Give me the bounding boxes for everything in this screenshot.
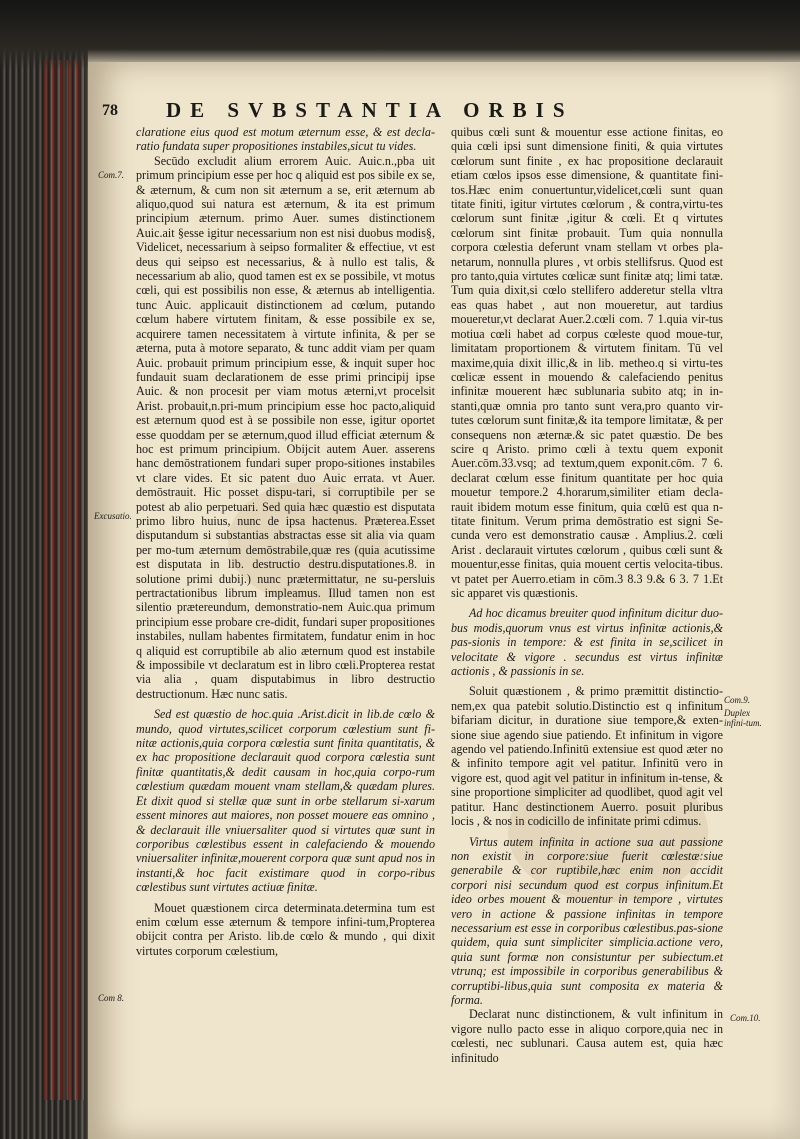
margin-note-com9: Com.9. [724,695,751,705]
paragraph: claratione eius quod est motum æternum esse, & est decla-ratio fundata super propositiones instabiles,sicut tu vides. [136,125,435,154]
margin-note-com7: Com.7. [98,170,125,180]
paragraph: quibus cœli sunt & mouentur esse actione finitas, eo quia cœli ipsi sunt dimensione finiti, & quia virtutes cœlorum sunt finite , ex hac propositione declarauit etiam cœlos ipsos esse dimensione, & quantitate fini-tos.Hæc enim conuertuntur,videlicet,cœli sunt quan titate finiti, igitur virtutes cœlorum , & contra,virtu-tes cœlorum sunt finitæ ,igitur & cœli. Et q virtutes cœlorum sint finitæ probauit. Tum quia nonnulla corpora cœlestia deferunt vnam stellam vt orbes pla-netarum, nonnulla plures , vt orbis stellifsrus. Quod est pro tanto,quia virtutes cœlicæ sunt finitæ atq; limi tatæ. Tum quia dixit,si cœlo stellifero adderetur stella vltra eas quas habet , aut non moueretur, aut tardius moueretur,vt declarat Auer.2.cœli com. 7 1.quia vir-tus motiua cœli habet ad corpus cœleste quod moue-tur, limitatam proportionem & virtutem finitam. Tū vel maxime,quia dixit illic,& in lib. metheo.q si virtu-tes cœlicæ essent in mouendo & calefaciendo penitus infinitæ mouerent hæc sublunaria subito atq; in in-stanti,quæ omnia pro tanto sunt vera,pro quanto vir-tutes cœlorum sunt finitæ,& ita tempore limitatæ, & per consequens non æternæ.& sic patet quæstio. De bes scire q Aristo. primo cœli à textu quem exponit Auer.cōm.33.vsq; ad textum,quem exponit.cōm. 7 6. declarat cœlum esse finitum quantitate per hoc quia mouetur tempore.2 4.horarum,similiter etiam decla-rauit ibidem motum esse finitum, quia cœlū est qua n-titate finitum. Verum prima demōstratio est signi Se-cunda vero est demonstratio causæ . Amplius.2. cœli Arist . declarauit virtutes cœlorum , quibus cœli sunt & mouentur,esse finitas, quia mouent certis velocita-tibus. vt patet per Auerro.etiam in cōm.3 8.3 9.& 6 3. 7 1.Et sic apparet vis quæstionis. [451,125,723,600]
paragraph: Ad hoc dicamus breuiter quod infinitum dicitur duo-bus modis,quorum vnus est virtus infinitæ actionis,& pas-sionis in tempore: & est finita in se,scilicet in velocitate & vigore . secundus est virtus infinitæ actionis , & passionis in se. [451,606,723,679]
margin-note-com10: Com.10. [730,1013,761,1023]
running-title: DE SVBSTANTIA ORBIS [166,98,574,122]
paragraph: Virtus autem infinita in actione sua aut passione non existit in corpore:siue fuerit cœlestæ:siue generabile & cor ruptibile,hæc enim non accidit corpori nisi secundum quod est corpus infinitum.Et ideo orbes mouent & mouentur in tempore , virtutes vero in actione & passione infinitas in tempore necessarium est esse in corporibus cœlestibus.pas-sione quidem, quia sunt simpliciter simplicia.actione vero, quia sunt formæ non consistuntur per subiectum.et vtrunq; est impossibile in corporibus generabilibus & corruptibi-libus,quia sunt composita ex materia & forma. [451,834,723,1007]
paragraph: Secūdo excludit alium errorem Auic. Auic.n.,pba uit primum principium esse per hoc q aliquid est pos sibile ex se, & æternum, & cum non sit æternum a se, erit æternum ab aliquo,quod sui natura est æternum, & ita est primum principium æternum. primo Auer. sumes distinctionem Auic.ait §esse igitur necessarium non est nisi duobus modis§, Videlicet, necessarium à seipso formaliter & effectiue, vt est deus qui seipso est necessarius, & à nullo est talis, & necessarium ab alio, quod tamen est ex se possibile, vt motus cœli, qui est possibilis non esse, & æternus ab intelligentia. tunc Auic. applicauit distinctionem ad cœlum, putando cœlum habere virtutem finitam, & esse possibile ex se, acquirere tamen necessitatem à virtute infinita, & per se æterna, puta à motore separato, & tunc addit viam per quam Auic. probauit primum principium esse, & inquit super hoc fundauit suam declarationem de esse primi principij ipse Auic. & non procesit per viam motus æterni,vt procelsit Arist. probauit,n.pri-mum principium esse hoc pacto,aliquid est æternum quod est à se possibile non esse, igitur oportet esse quoddam per se æternum,quod illud efficiat æternum & hoc est primum principium. Obijcit autem Auer. asserens hanc demōstrationem fundari super propo-sitiones instabiles vt clare vides. Et sic patent duo Auic errata. vt Auer. demōstrauit. Hic posset dispu-tari, si corruptibile per se potest ab alio perpetuari. Sed quia hæc quæstio est disputata primo libro huius, nunc de ipsa hactenus. Præterea.Esset disputandum si substantias abstractas esse sit alia via quam per mo-tum æternum demōstrabile,quæ res (quia acutissime est disputata in lib. destructio destru.disputationes.8. in solutione primi dubij.) nunc prætermittatur, ne su-persluis pertractationibus librum impleamus. Illud tamen non est silentio prætereundum, demonstratio-nem Auic.qua primum principium esse probare cre-didit, fundari super propositiones instabiles, nullam habentes firmitatem, fundatur enim in hoc q aliquid est corruptibile ab alio æternum quod est instabile & impossibile vt declaratum est in libro cœli.Propterea restat via alia , quam disputabimus in libro destructio destructionum. Hæc nunc satis. [136,153,435,701]
page-header [102,98,702,124]
right-column [451,125,723,1065]
margin-note-com8: Com 8. [98,993,125,1003]
paragraph: Mouet quæstionem circa determinata.determina tum est enim cœlum esse æternum & tempore infini-tum,Propterea obijcit contra per Aristo. lib.de cœlo & mundo , qui dixit virtutes corporum cœlestium, [136,900,435,958]
paragraph: Soluit quæstionem , & primo præmittit distinctio-nem,ex qua patebit solutio.Distinctio est q infinitum bifariam dicitur, in duratione siue tempore,& exten-sione siue agendo siue patiendo. Et infinitum in vigore agendo vel patiendo.Infinitū extensiue est quod æter no & infinito tempore agit vel patitur. Infinitū vero in vigore est, quod agit vel patitur in infinitum in-tense, & sine proportione simpliciter ad quodlibet, quod agit vel patitur. Hanc destinctionem Auerro. posuit pluribus locis , & nos in codicillo de infinitate primi cdimus. [451,684,723,829]
paragraph: Sed est quæstio de hoc.quia .Arist.dicit in lib.de cœlo & mundo, quod virtutes,scilicet corporum cœlestium sunt fi-nitæ actionis,quia corpora cœlestia sunt finita quantitatis, & ex hac propositione declarauit quod corpora cœlestia sunt finitæ quantitatis,& dedit causam in hoc,quia corpo-rum cœlestium quædam mouent vnam stellam,& quædam plures. Et dixit quod si stellæ quæ sunt in orbe stellarum si-xarum essent minores aut maiores, non posset mouere eas omnino , & declarauit ille vniuersaliter quod si virtutes quæ sunt in corporibus cœlestibus essent in calefaciendo & mouendo vniuersaliter infinitæ,mouerent corpora quæ sunt apud nos in instanti,& hoc facit existimare quod in corpo-ribus cœlestibus sunt virtutes actiuæ finitæ. [136,707,435,895]
margin-note-excusatio: Excusatio. [94,511,132,521]
page-number: 78 [102,102,118,119]
left-column [136,125,435,958]
page-edges-red [44,60,84,1100]
margin-note-duplex: Duplex infini-tum. [724,708,762,728]
scan-top-shadow [0,0,800,70]
paragraph: Declarat nunc distinctionem, & vult infinitum in vigore nullo pacto esse in aliquo corpore,quia nec in cœlesti, nec sublunari. Causa autem est, quia hæc infinitudo [451,1007,723,1065]
